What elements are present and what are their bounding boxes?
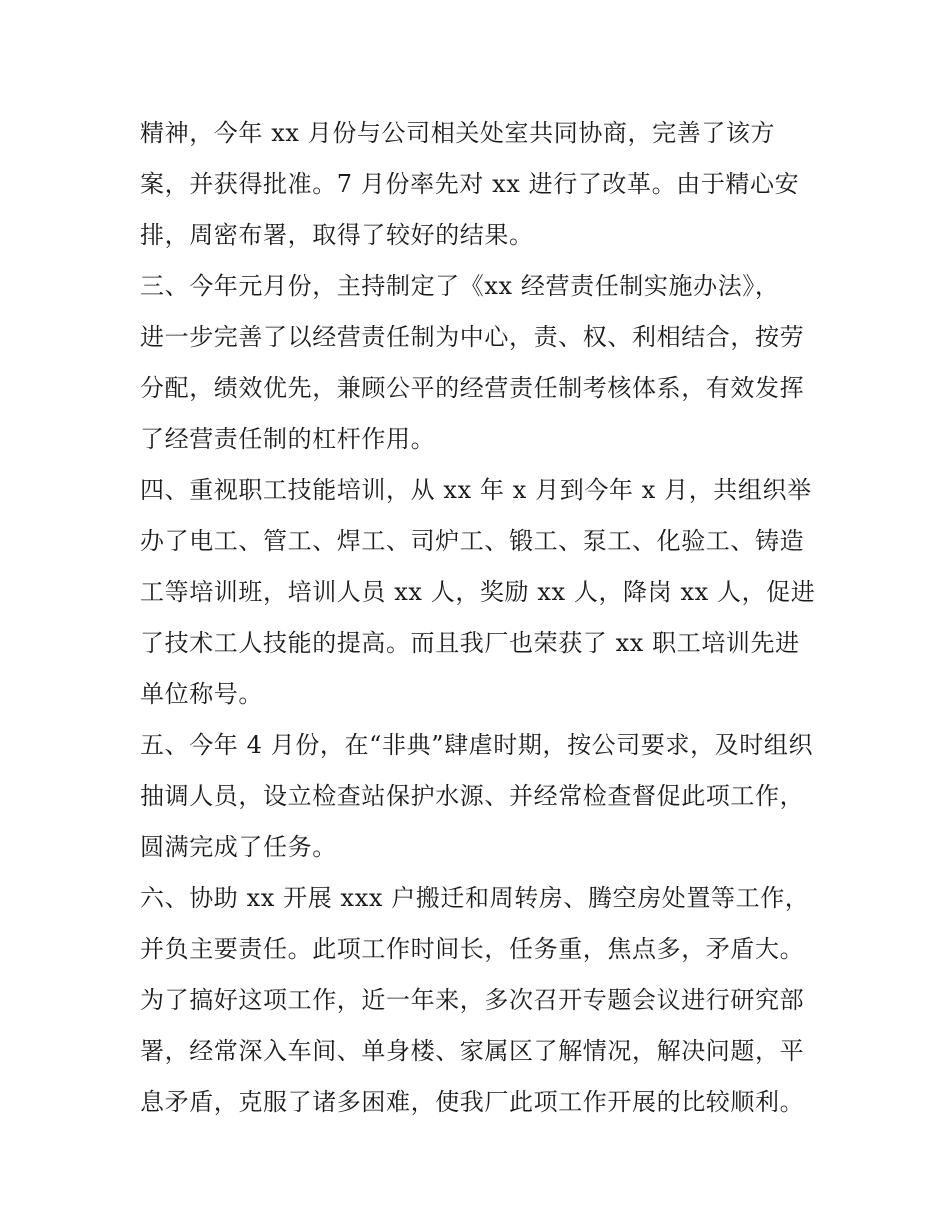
- text-line: 抽调人员，设立检查站保护水源、并经常检查督促此项工作，: [140, 782, 805, 810]
- text-line: 圆满完成了任务。: [140, 833, 337, 861]
- text-line: 办了电工、管工、焊工、司炉工、锻工、泵工、化验工、铸造: [140, 527, 805, 555]
- text-line: 署，经常深入车间、单身楼、家属区了解情况，解决问题，平: [140, 1037, 805, 1065]
- text-line: 息矛盾，克服了诸多困难，使我厂此项工作开展的比较顺利。: [140, 1088, 805, 1116]
- text-line: 为了搞好这项工作，近一年来，多次召开专题会议进行研究部: [140, 986, 805, 1014]
- text-line: 五、今年 4 月份，在“非典”肆虐时期，按公司要求，及时组织: [140, 731, 814, 759]
- document-body: [140, 108, 820, 1128]
- text-line: 了经营责任制的杠杆作用。: [140, 425, 436, 453]
- text-line: 工等培训班，培训人员 xx 人，奖励 xx 人，降岗 xx 人，促进: [140, 578, 816, 606]
- text-line: 六、协助 xx 开展 xxx 户搬迁和周转房、腾空房处置等工作，: [140, 884, 810, 912]
- text-line: 单位称号。: [140, 680, 263, 708]
- text-line: 四、重视职工技能培训，从 xx 年 x 月到今年 x 月，共组织举: [140, 476, 812, 504]
- text-line: 分配，绩效优先，兼顾公平的经营责任制考核体系，有效发挥: [140, 374, 805, 402]
- text-line: 案，并获得批准。7 月份率先对 xx 进行了改革。由于精心安: [140, 170, 800, 198]
- text-line: 了技术工人技能的提高。而且我厂也荣获了 xx 职工培训先进: [140, 629, 800, 657]
- text-line: 并负主要责任。此项工作时间长，任务重，焦点多，矛盾大。: [140, 935, 805, 963]
- text-line: 进一步完善了以经营责任制为中心，责、权、利相结合，按劳: [140, 323, 805, 351]
- text-line: 排，周密布署，取得了较好的结果。: [140, 221, 534, 249]
- text-line: 精神，今年 xx 月份与公司相关处室共同协商，完善了该方: [140, 119, 776, 147]
- text-line: 三、今年元月份，主持制定了《xx 经营责任制实施办法》，: [140, 272, 780, 300]
